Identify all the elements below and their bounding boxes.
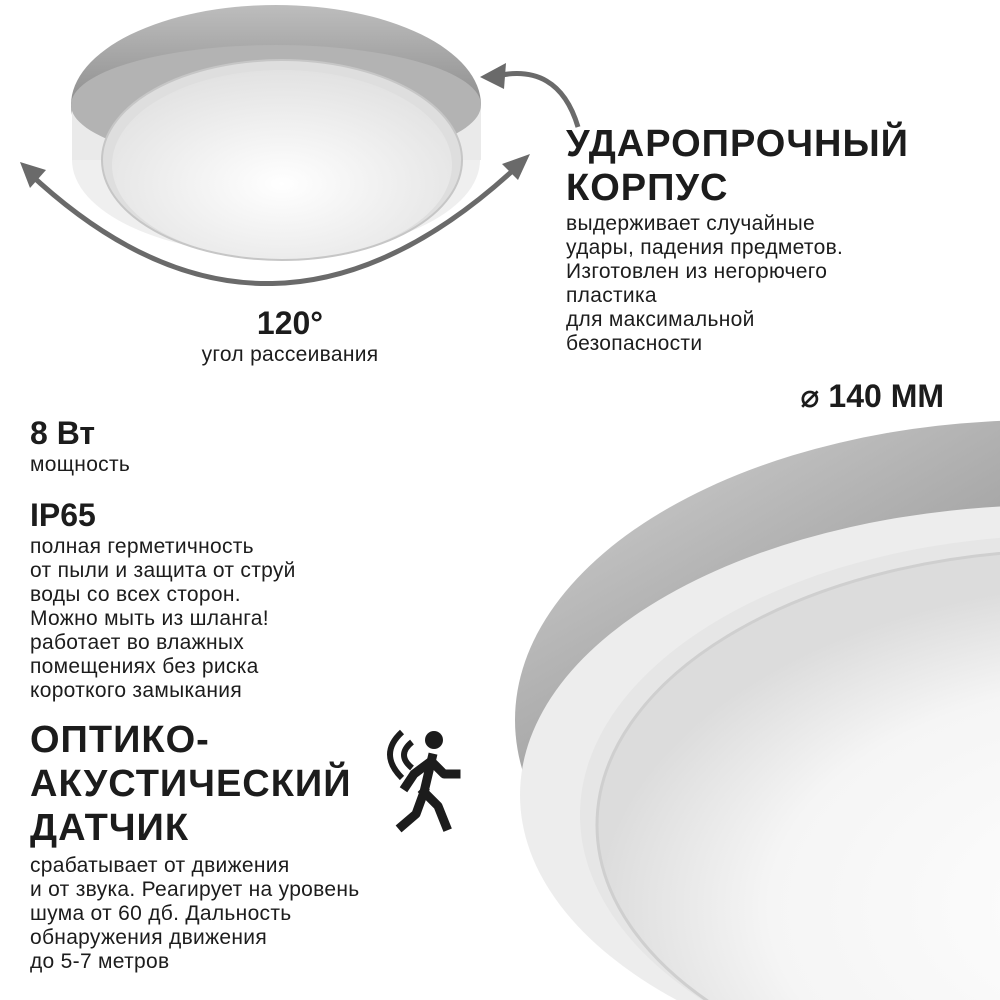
ip-title: IP65 — [30, 497, 96, 533]
ip-desc-line: Можно мыть из шланга! — [30, 607, 269, 630]
housing-desc-line: безопасности — [566, 332, 703, 355]
motion-sensor-icon — [372, 722, 468, 834]
housing-desc-line: для максимальной — [566, 308, 755, 331]
power-value: 8 Вт — [30, 415, 96, 451]
sensor-desc-line: срабатывает от движения — [30, 854, 290, 877]
housing-desc-line: выдерживает случайные — [566, 212, 815, 235]
ip-desc-line: полная герметичность — [30, 535, 254, 558]
sensor-desc-line: шума от 60 дб. Дальность — [30, 902, 292, 925]
angle-caption: угол рассеивания — [201, 343, 379, 366]
sensor-block — [30, 718, 360, 974]
housing-description — [566, 212, 986, 356]
angle-label — [170, 305, 410, 367]
sensor-desc-line: и от звука. Реагирует на уровень — [30, 878, 360, 901]
power-block — [30, 415, 130, 477]
ip-desc-line: работает во влажных — [30, 631, 245, 654]
sensor-description — [30, 854, 360, 974]
spread-arc-icon — [10, 150, 540, 300]
housing-title — [566, 122, 986, 210]
housing-title-line: УДАРОПРОЧНЫЙ — [566, 123, 909, 165]
angle-value: 120° — [256, 305, 324, 341]
sensor-desc-line: до 5-7 метров — [30, 950, 170, 973]
power-caption: мощность — [30, 453, 131, 476]
ip-description — [30, 535, 296, 703]
sensor-title-line: ОПТИКО- — [30, 719, 210, 761]
ip-block — [30, 497, 296, 703]
ip-desc-line: воды со всех сторон. — [30, 583, 241, 606]
sensor-title-line: АКУСТИЧЕСКИЙ — [30, 763, 352, 805]
sensor-desc-line: обнаружения движения — [30, 926, 267, 949]
ip-desc-line: помещениях без риска — [30, 655, 259, 678]
housing-title-line: КОРПУС — [566, 167, 729, 209]
diameter-label — [800, 378, 944, 414]
housing-desc-line: Изготовлен из негорючего — [566, 260, 828, 283]
ip-desc-line: короткого замыкания — [30, 679, 242, 702]
housing-desc-line: пластика — [566, 284, 657, 307]
ip-desc-line: от пыли и защита от струй — [30, 559, 296, 582]
diameter-icon: ⌀ — [800, 378, 820, 414]
sensor-title — [30, 718, 360, 850]
rotate-arrow-icon — [478, 55, 588, 130]
diameter-value: 140 ММ — [828, 378, 944, 414]
housing-desc-line: удары, падения предметов. — [566, 236, 844, 259]
housing-block — [566, 122, 986, 356]
lamp-large-image — [500, 420, 1000, 1000]
sensor-title-line: ДАТЧИК — [30, 807, 190, 849]
